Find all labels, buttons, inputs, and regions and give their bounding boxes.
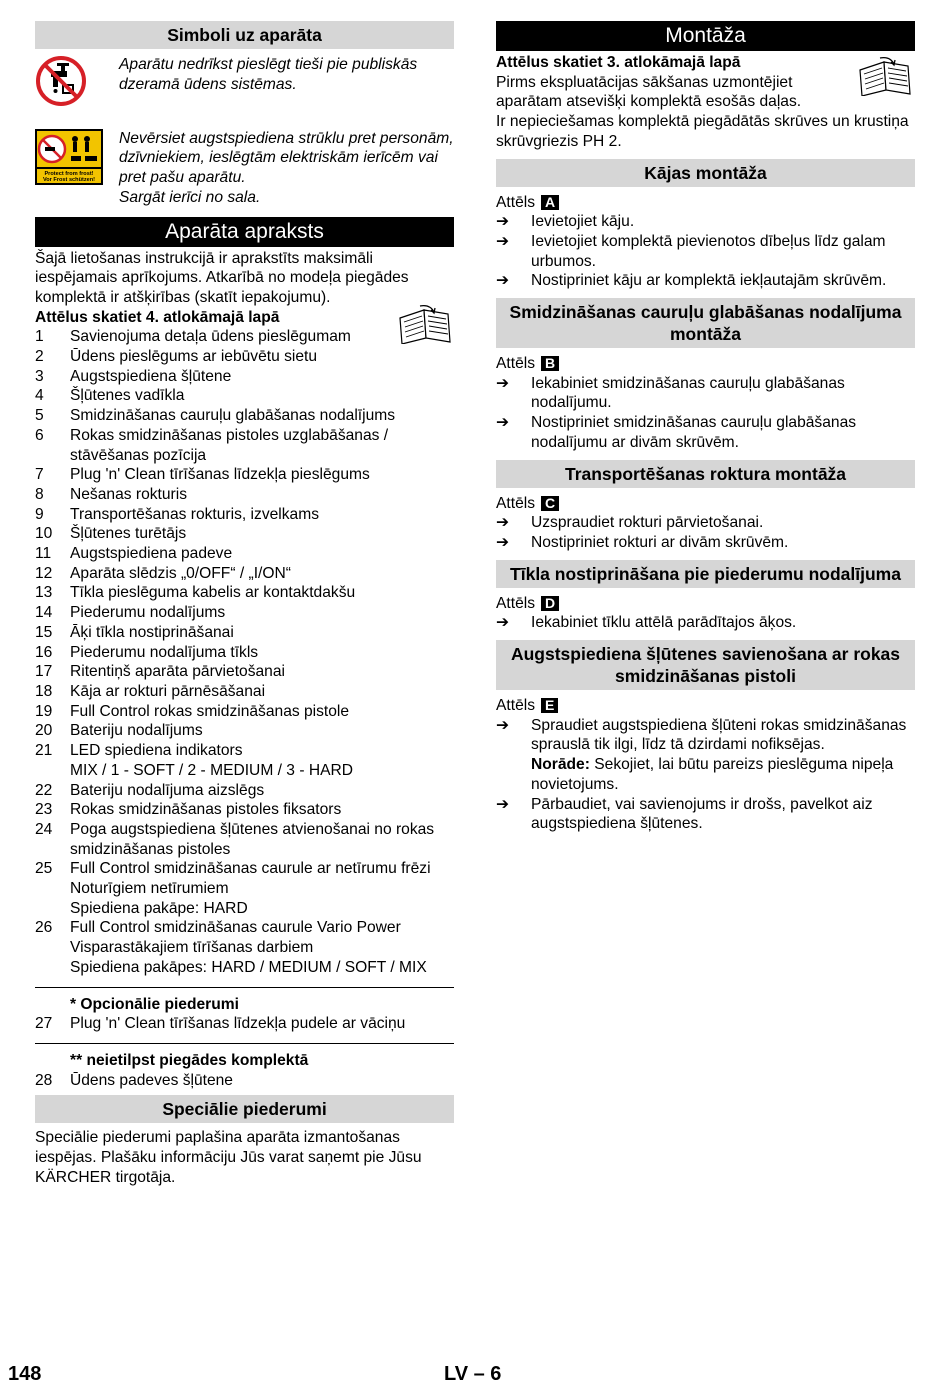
arrow-icon: ➔ — [496, 795, 510, 813]
item-text: Rokas smidzināšanas pistoles uzglabāšanas / stāvēšanas pozīcija — [70, 426, 389, 464]
step-item — [496, 513, 915, 533]
item-number: 12 — [35, 564, 53, 582]
page-number: 148 — [8, 1363, 42, 1385]
symbol-row-spray — [35, 129, 454, 208]
frost-label-de: Vor Frost schützen! — [42, 176, 96, 183]
item-number: 9 — [35, 505, 44, 523]
section-heading: Transportēšanas roktura montāža — [496, 460, 915, 488]
item-number: 7 — [35, 466, 44, 484]
item-number: 18 — [35, 682, 53, 700]
list-item — [35, 1014, 454, 1034]
item-text: Augstspiediena padeve — [70, 545, 233, 563]
assembly-text-1: Pirms ekspluatācijas sākšanas uzmontējiet aparātam atsevišķi komplektā esošās daļas. — [496, 73, 802, 111]
hose-step-2-text: Pārbaudiet, vai savienojums ir drošs, pavelkot aiz augstspiediena šļūtenes. — [531, 795, 873, 833]
step-item — [496, 232, 915, 271]
symbol-drinking-water-text: Aparātu nedrīkst pieslēgt tieši pie publiskās dzeramā ūdens sistēmas. — [119, 56, 418, 93]
list-item — [35, 702, 454, 722]
figure-label — [496, 594, 915, 614]
figure-letter: E — [541, 698, 558, 713]
step-text: Uzspraudiet rokturi pārvietošanai. — [531, 514, 764, 532]
item-text: Ūdens pieslēgums ar iebūvētu sietu — [70, 348, 318, 366]
see-figures-left: Attēlus skatiet 4. atlokāmajā lapā — [35, 308, 280, 326]
item-text: Augstspiediena šļūtene — [70, 367, 232, 385]
see-figures-right: Attēlus skatiet 3. atlokāmajā lapā — [496, 54, 741, 71]
item-number: 13 — [35, 584, 53, 602]
hose-note-text: Sekojiet, lai būtu pareizs pieslēguma nipeļa novietojums. — [531, 756, 894, 793]
figure-word: Attēls — [496, 697, 535, 715]
figure-letter: A — [541, 195, 559, 210]
no-drinking-water-icon — [35, 55, 107, 113]
figure-label — [496, 354, 915, 374]
item-text: Visparastākajiem tīrīšanas darbiem — [70, 939, 314, 957]
arrow-icon: ➔ — [496, 414, 510, 432]
step-item — [496, 271, 915, 291]
step-item — [496, 413, 915, 452]
step-text: Ievietojiet komplektā pievienotos dībeļus līdz galam urbumos. — [531, 232, 886, 270]
left-column — [35, 21, 454, 1187]
assembly-sections — [496, 159, 915, 634]
step-item — [496, 374, 915, 413]
step-item — [496, 212, 915, 232]
list-item — [35, 465, 454, 485]
item-number — [35, 899, 70, 919]
assembly-heading: Montāža — [496, 21, 915, 51]
item-text: Savienojuma detaļa ūdens pieslēgumam — [70, 328, 351, 346]
hose-step-1-text: Spraudiet augstspiediena šļūteni rokas smidzināšanas sprauslā tik ilgi, līdz tā dzirdami nofiksējas. — [531, 716, 907, 754]
item-text: Full Control smidzināšanas caurule Vario Power — [70, 919, 401, 937]
list-item — [35, 899, 454, 919]
list-item — [35, 1071, 454, 1091]
list-item — [35, 859, 454, 879]
section-heading: Smidzināšanas cauruļu glabāšanas nodalījuma montāža — [496, 298, 915, 348]
item-text: Transportēšanas rokturis, izvelkams — [70, 505, 320, 523]
item-number: 5 — [35, 407, 44, 425]
list-item — [35, 367, 454, 387]
list-item — [35, 781, 454, 801]
list-item — [35, 761, 454, 781]
list-item — [35, 406, 454, 426]
hose-heading: Augstspiediena šļūtenes savienošana ar rokas smidzināšanas pistoli — [496, 640, 915, 690]
list-item — [35, 879, 454, 899]
list-item — [35, 386, 454, 406]
item-number: 16 — [35, 643, 53, 661]
step-text: Nostipriniet smidzināšanas cauruļu glabāšanas nodalījumu ar divām skrūvēm. — [531, 414, 857, 451]
figure-letter: C — [541, 496, 559, 511]
item-text: Aparāta slēdzis „0/OFF“ / „I/ON“ — [70, 564, 291, 582]
list-item — [35, 505, 454, 525]
arrow-icon: ➔ — [496, 514, 510, 532]
item-text: Ūdens padeves šļūtene — [70, 1071, 233, 1089]
list-item — [35, 327, 454, 347]
hose-step-1 — [496, 716, 915, 795]
manual-book-icon — [396, 304, 454, 350]
item-text: Rokas smidzināšanas pistoles fiksators — [70, 801, 342, 819]
step-item — [496, 533, 915, 553]
item-text: Piederumu nodalījums — [70, 604, 226, 622]
arrow-icon: ➔ — [496, 533, 510, 551]
special-accessories-text: Speciālie piederumi paplašina aparāta izmantošanas iespējas. Plašāku informāciju Jūs varat saņemt pie Jūsu KÄRCHER tirgotāja. — [35, 1129, 422, 1186]
figure-label — [496, 494, 915, 514]
item-text: Tīkla pieslēguma kabelis ar kontaktdakšu — [70, 584, 356, 602]
item-number: 1 — [35, 328, 44, 346]
list-item — [35, 564, 454, 584]
figure-letter: D — [541, 596, 559, 611]
no-spray-icon — [35, 129, 107, 191]
not-included-heading-row — [35, 1051, 454, 1071]
assembly-text-2: Ir nepieciešamas komplektā piegādātās skrūves un krustiņa skrūvgriezis PH 2. — [496, 113, 909, 150]
list-item — [35, 524, 454, 544]
item-text: LED spiediena indikators — [70, 742, 243, 760]
list-item — [35, 347, 454, 367]
section-heading: Kājas montāža — [496, 159, 915, 187]
step-text: Iekabiniet tīklu attēlā parādītajos āķos. — [531, 614, 797, 632]
symbol-frost-warning: Sargāt ierīci no sala. — [119, 188, 261, 206]
symbol-spray-text — [119, 129, 454, 208]
list-item — [35, 662, 454, 682]
item-number: 14 — [35, 604, 53, 622]
step-text: Iekabiniet smidzināšanas cauruļu glabāšanas nodalījumu. — [531, 374, 845, 412]
item-number: 8 — [35, 485, 44, 503]
description-intro: Šajā lietošanas instrukcijā ir aprakstīts maksimāli iespējamais aprīkojums. Atkarībā no modeļa piegādes komplektā ir atšķirības (skatīt iepakojumu). — [35, 249, 409, 306]
list-item — [35, 820, 454, 859]
symbol-row-drinking-water — [35, 55, 454, 113]
language-page-label: LV – 6 — [444, 1363, 502, 1385]
item-number — [35, 761, 70, 781]
figure-label — [496, 193, 915, 213]
list-item — [35, 603, 454, 623]
item-number: 15 — [35, 623, 53, 641]
list-item — [35, 938, 454, 958]
item-text: Noturīgiem netīrumiem — [70, 880, 229, 898]
figure-word: Attēls — [496, 494, 535, 512]
item-text: Plug 'n' Clean tīrīšanas līdzekļa pudele ar vāciņu — [70, 1015, 406, 1033]
arrow-icon: ➔ — [496, 232, 510, 250]
arrow-icon: ➔ — [496, 213, 510, 231]
special-accessories-heading: Speciālie piederumi — [35, 1095, 454, 1123]
item-number: 21 — [35, 742, 53, 760]
list-item — [35, 623, 454, 643]
list-item — [35, 682, 454, 702]
item-text: Šļūtenes vadīkla — [70, 387, 185, 405]
list-item — [35, 544, 454, 564]
optional-list — [35, 1014, 454, 1034]
item-number: 24 — [35, 820, 53, 838]
item-text: Bateriju nodalījuma aizslēgs — [70, 781, 265, 799]
item-number: 20 — [35, 722, 53, 740]
list-item — [35, 918, 454, 938]
list-item — [35, 485, 454, 505]
step-item — [496, 613, 915, 633]
item-text: Spiediena pakāpe: HARD — [70, 899, 248, 917]
item-number: 3 — [35, 367, 44, 385]
item-text: Āķi tīkla nostiprināšanai — [70, 623, 234, 641]
not-included-list — [35, 1071, 454, 1091]
figure-word: Attēls — [496, 594, 535, 612]
section-heading: Tīkla nostiprināšana pie piederumu nodalījuma — [496, 560, 915, 588]
item-text: Piederumu nodalījuma tīkls — [70, 643, 259, 661]
hose-note-label: Norāde: — [531, 756, 590, 774]
item-text: Bateriju nodalījums — [70, 722, 203, 740]
item-text: Plug 'n' Clean tīrīšanas līdzekļa pieslēgums — [70, 466, 370, 484]
figure-label-e — [496, 696, 915, 716]
arrow-icon: ➔ — [496, 614, 510, 632]
frost-label-en: Protect from frost! — [44, 170, 94, 177]
figure-letter: B — [541, 356, 559, 371]
item-text: MIX / 1 - SOFT / 2 - MEDIUM / 3 - HARD — [70, 761, 354, 779]
item-text: Smidzināšanas cauruļu glabāšanas nodalījums — [70, 407, 396, 425]
item-number — [35, 879, 70, 899]
divider — [35, 987, 454, 988]
list-item — [35, 643, 454, 663]
item-number: 25 — [35, 860, 53, 878]
item-text: Spiediena pakāpes: HARD / MEDIUM / SOFT / MIX — [70, 958, 427, 976]
arrow-icon: ➔ — [496, 716, 510, 734]
item-number: 11 — [35, 545, 52, 563]
symbols-heading: Simboli uz aparāta — [35, 21, 454, 49]
optional-heading-row — [35, 995, 454, 1015]
item-text: Poga augstspiediena šļūtenes atvienošanai no rokas smidzināšanas pistoles — [70, 820, 435, 858]
item-number: 4 — [35, 387, 44, 405]
arrow-icon: ➔ — [496, 272, 510, 290]
item-number: 19 — [35, 702, 53, 720]
item-number — [35, 958, 70, 978]
item-number: 6 — [35, 426, 44, 444]
item-text: Nešanas rokturis — [70, 485, 187, 503]
figure-word: Attēls — [496, 355, 535, 373]
parts-list — [35, 327, 454, 977]
item-text: Kāja ar rokturi pārnēsāšanai — [70, 682, 266, 700]
item-number: 26 — [35, 919, 53, 937]
item-text: Šļūtenes turētājs — [70, 525, 187, 543]
item-number: 28 — [35, 1071, 53, 1089]
item-number: 27 — [35, 1015, 53, 1033]
list-item — [35, 741, 454, 761]
arrow-icon: ➔ — [496, 374, 510, 392]
figure-word: Attēls — [496, 193, 535, 211]
hose-step-2 — [496, 795, 915, 834]
item-text: Full Control smidzināšanas caurule ar netīrumu frēzi — [70, 860, 431, 878]
list-item — [35, 721, 454, 741]
item-number: 2 — [35, 348, 44, 366]
divider — [35, 1043, 454, 1044]
list-item — [35, 426, 454, 465]
item-text: Full Control rokas smidzināšanas pistole — [70, 702, 350, 720]
item-number: 22 — [35, 781, 53, 799]
step-text: Nostipriniet kāju ar komplektā iekļautajām skrūvēm. — [531, 272, 887, 290]
optional-heading: * Opcionālie piederumi — [70, 995, 239, 1013]
symbol-spray-warning: Nevērsiet augstspiediena strūklu pret personām, dzīvniekiem, ieslēgtām elektriskām ierīcēm vai pret pašu aparātu. — [119, 129, 454, 187]
item-number: 23 — [35, 801, 53, 819]
manual-book-icon — [856, 56, 914, 102]
right-column — [496, 21, 915, 834]
item-number: 17 — [35, 663, 53, 681]
step-text: Ievietojiet kāju. — [531, 213, 635, 231]
list-item — [35, 800, 454, 820]
list-item — [35, 958, 454, 978]
not-included-heading: ** neietilpst piegādes komplektā — [70, 1051, 309, 1069]
item-number: 10 — [35, 525, 53, 543]
description-heading: Aparāta apraksts — [35, 217, 454, 247]
list-item — [35, 583, 454, 603]
item-text: Ritentiņš aparāta pārvietošanai — [70, 663, 285, 681]
step-text: Nostipriniet rokturi ar divām skrūvēm. — [531, 533, 789, 551]
item-number — [35, 938, 70, 958]
